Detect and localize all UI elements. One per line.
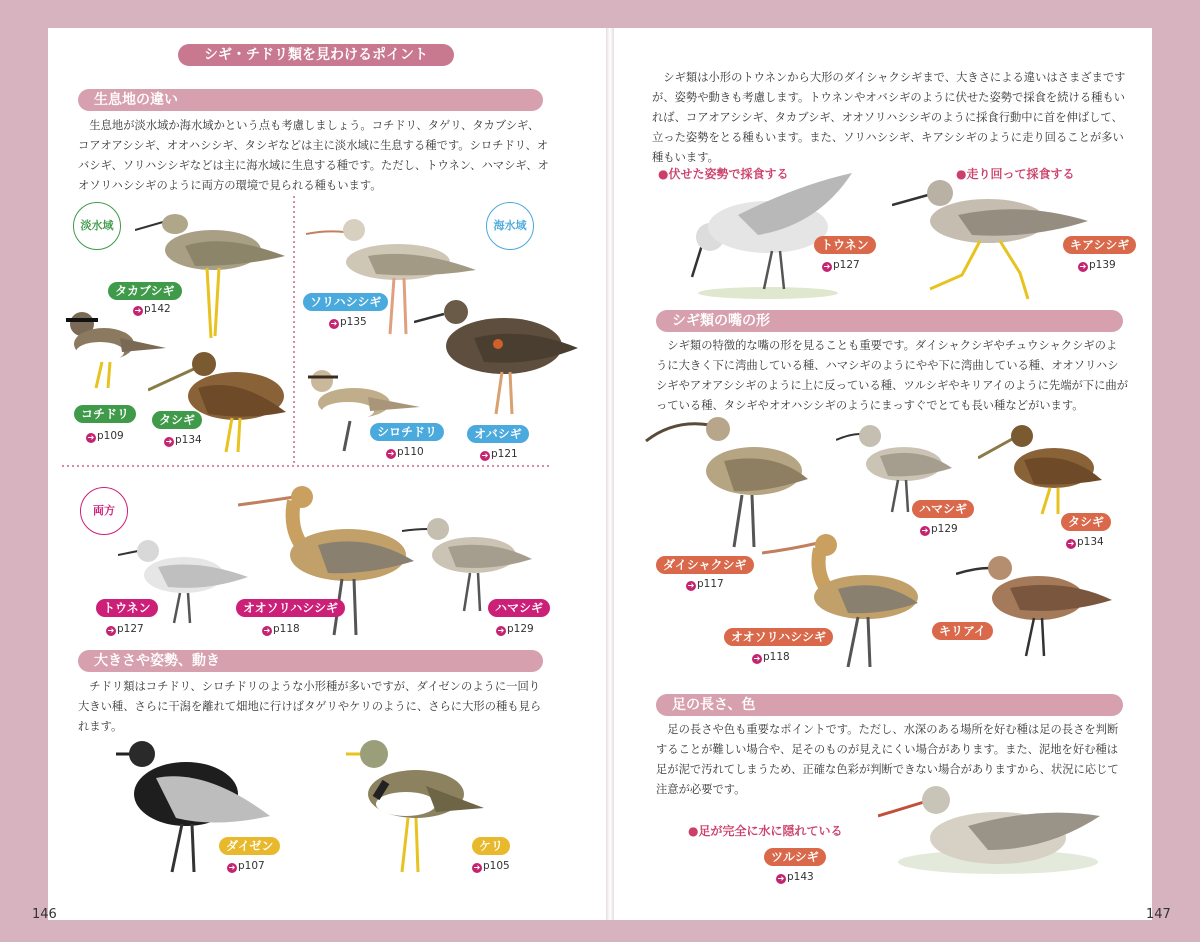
arrow-icon: ➔: [107, 626, 115, 635]
bird-illustration-tsurushigi: [878, 780, 1102, 880]
bird-illustration-kiriai: [956, 552, 1114, 660]
arrow-icon: ➔: [263, 626, 271, 635]
page-ref-tashigi-bill[interactable]: [1066, 536, 1104, 549]
bird-illustration-daizen: [116, 738, 272, 876]
arrow-icon: ➔: [473, 863, 481, 872]
page-ref-text: p142: [144, 303, 171, 315]
subheading-legs-hidden: ●足が完全に水に隠れている: [688, 824, 843, 838]
size-paragraph: チドリ類はコチドリ、シロチドリのような小形種が多いですが、ダイゼンのように一回り大きい種、さらに干潟を離れて畑地に行けばタゲリやケリのように、さらに大形の種も見られます。: [78, 680, 542, 733]
page-ref-tsurushigi[interactable]: [776, 871, 814, 884]
arrow-icon: ➔: [687, 581, 695, 590]
main-title-text: シギ・チドリ類を見わけるポイント: [204, 47, 428, 63]
book-spine: [606, 28, 614, 920]
page-ref-sorihashishigi[interactable]: [329, 316, 367, 329]
name-tag-daishakushigi: ダイシャクシギ: [656, 556, 754, 574]
arrow-icon: ➔: [387, 449, 395, 458]
name-tag-takabushigi: タカブシギ: [108, 282, 182, 300]
page-ref-tashigi[interactable]: [164, 434, 202, 447]
arrow-icon: ➔: [134, 306, 142, 315]
name-tag-kiashishigi: キアシシギ: [1063, 236, 1136, 254]
page-ref-obashigi[interactable]: [480, 448, 518, 461]
size-heading-text: 大きさや姿勢、動き: [94, 653, 220, 669]
name-tag-shirochidori: シロチドリ: [370, 423, 444, 441]
page-ref-text: p143: [787, 871, 814, 883]
name-tag-kiriai: キリアイ: [932, 622, 993, 640]
bird-illustration-keri: [346, 738, 486, 878]
arrow-icon: ➔: [1079, 262, 1087, 271]
name-tag-daizen: ダイゼン: [219, 837, 280, 855]
name-tag-obashigi: オバシギ: [467, 425, 529, 443]
page-ref-text: p121: [491, 448, 518, 460]
page-ref-text: p118: [273, 623, 300, 635]
page-number-right: 147: [1146, 907, 1171, 922]
page-ref-text: p139: [1089, 259, 1116, 271]
divider-horizontal: [62, 464, 550, 468]
page-ref-text: p117: [697, 578, 724, 590]
page-ref-daizen[interactable]: [227, 860, 265, 873]
arrow-icon: ➔: [87, 433, 95, 442]
page-ref-oosorihashishigi-both[interactable]: [262, 623, 300, 636]
name-tag-kochidori: コチドリ: [74, 405, 136, 423]
arrow-icon: ➔: [497, 626, 505, 635]
section-heading-habitat: [78, 89, 543, 111]
page-ref-text: p134: [175, 434, 202, 446]
name-tag-sorihashishigi: ソリハシシギ: [303, 293, 388, 311]
name-tag-tounen-both: トウネン: [96, 599, 158, 617]
section-heading-legs: [656, 694, 1123, 716]
bird-illustration-obashigi: [414, 296, 580, 420]
page-ref-text: p129: [931, 523, 958, 535]
page-ref-hamashigi-bill[interactable]: [920, 523, 958, 536]
arrow-icon: ➔: [481, 451, 489, 460]
bird-illustration-tounen-feeding: [688, 165, 854, 301]
page-ref-text: p105: [483, 860, 510, 872]
habitat-heading-text: 生息地の違い: [94, 92, 178, 108]
arrow-icon: ➔: [1067, 539, 1075, 548]
arrow-icon: ➔: [330, 319, 338, 328]
legs-heading-text: 足の長さ、色: [672, 697, 756, 713]
name-tag-tashigi-bill: タシギ: [1061, 513, 1111, 531]
page-ref-text: p127: [833, 259, 860, 271]
page-ref-text: p127: [117, 623, 144, 635]
page-ref-text: p134: [1077, 536, 1104, 548]
page-ref-text: p118: [763, 651, 790, 663]
page-ref-tounen-both[interactable]: [106, 623, 144, 636]
main-title: [178, 44, 454, 66]
name-tag-tsurushigi: ツルシギ: [764, 848, 826, 866]
saltwater-label: 海水域: [486, 202, 534, 250]
name-tag-oosorihashishigi-both: オオソリハシシギ: [236, 599, 345, 617]
page-ref-kochidori[interactable]: [86, 430, 124, 443]
subheading-run-feeding: ●走り回って採食する: [956, 167, 1075, 181]
bill-paragraph: シギ類の特徴的な嘴の形を見ることも重要です。ダイシャクシギやチュウシャクシギのように大きく下に湾曲している種、ハマシギのようにやや下に湾曲している種、オオソリハシシギやアオアシシギのように上に反っている種、ツルシギやキリアイのように先端が下に曲がっている種、タシギやオオハシシギのようにまっすぐでとても長い種などがいます。: [656, 339, 1128, 412]
page-ref-text: p129: [507, 623, 534, 635]
section-heading-size: [78, 650, 543, 672]
name-tag-oosorihashishigi-bill: オオソリハシシギ: [724, 628, 833, 646]
page-ref-daishakushigi[interactable]: [686, 578, 724, 591]
arrow-icon: ➔: [777, 874, 785, 883]
section-heading-bill: [656, 310, 1123, 332]
arrow-icon: ➔: [165, 437, 173, 446]
intro-paragraph: シギ類は小形のトウネンから大形のダイシャクシギまで、大きさによる違いはさまざまですが、姿勢や動きも考慮します。トウネンやオバシギのように伏せた姿勢で採食を続ける種もいれば、コアオアシシギ、タカブシギ、オオソリハシシギのように採食行動中に首を伸ばして、立った姿勢をとる種もいます。また、ソリハシシギ、キアシシギのように走り回ることが多い種もいます。: [652, 71, 1126, 164]
arrow-icon: ➔: [753, 654, 761, 663]
bird-illustration-shirochidori: [298, 367, 424, 455]
page-ref-text: p110: [397, 446, 424, 458]
bill-heading-text: シギ類の嘴の形: [672, 313, 770, 329]
name-tag-tounen-feeding: トウネン: [814, 236, 876, 254]
page-ref-text: p107: [238, 860, 265, 872]
page-ref-hamashigi-both[interactable]: [496, 623, 534, 636]
name-tag-hamashigi-both: ハマシギ: [488, 599, 550, 617]
name-tag-hamashigi-bill: ハマシギ: [912, 500, 974, 518]
page-ref-tounen-feeding[interactable]: [822, 259, 860, 272]
arrow-icon: ➔: [823, 262, 831, 271]
bird-illustration-tashigi-bill: [978, 424, 1104, 516]
name-tag-keri: ケリ: [472, 837, 510, 855]
arrow-icon: ➔: [228, 863, 236, 872]
subheading-low-feeding: ●伏せた姿勢で採食する: [658, 167, 789, 181]
bird-illustration-daishakushigi: [644, 415, 810, 551]
legs-paragraph: 足の長さや色も重要なポイントです。ただし、水深のある場所を好む種は足の長さを判断することが難しい場合や、足そのものが見えにくい場合があります。また、泥地を好む種は足が泥で汚れてしまうため、正確な色彩が判断できない場合がありますから、状況に応じて注意が必要です。: [656, 723, 1119, 796]
page-number-left: 146: [32, 907, 57, 922]
page-ref-oosorihashishigi-bill[interactable]: [752, 651, 790, 664]
page-ref-text: p109: [97, 430, 124, 442]
habitat-paragraph: 生息地が淡水域か海水域かという点も考慮しましょう。コチドリ、タゲリ、タカブシギ、コアオアシシギ、オオハシシギ、タシギなどは主に淡水域に生息する種です。シロチドリ、オバシギ、ソリハシシギなどは主に海水域に生息する種です。ただし、トウネン、ハマシギ、オオソリハシシギのように両方の環境で見られる種もいます。: [78, 119, 549, 192]
bird-illustration-kiashishigi: [892, 175, 1090, 305]
page-ref-keri[interactable]: [472, 860, 510, 873]
freshwater-label: 淡水域: [73, 202, 121, 250]
page-ref-kiashishigi[interactable]: [1078, 259, 1116, 272]
page-ref-shirochidori[interactable]: [386, 446, 424, 459]
page-ref-text: p135: [340, 316, 367, 328]
arrow-icon: ➔: [921, 526, 929, 535]
name-tag-tashigi: タシギ: [152, 411, 202, 429]
both-habitat-label: 両方: [80, 487, 128, 535]
